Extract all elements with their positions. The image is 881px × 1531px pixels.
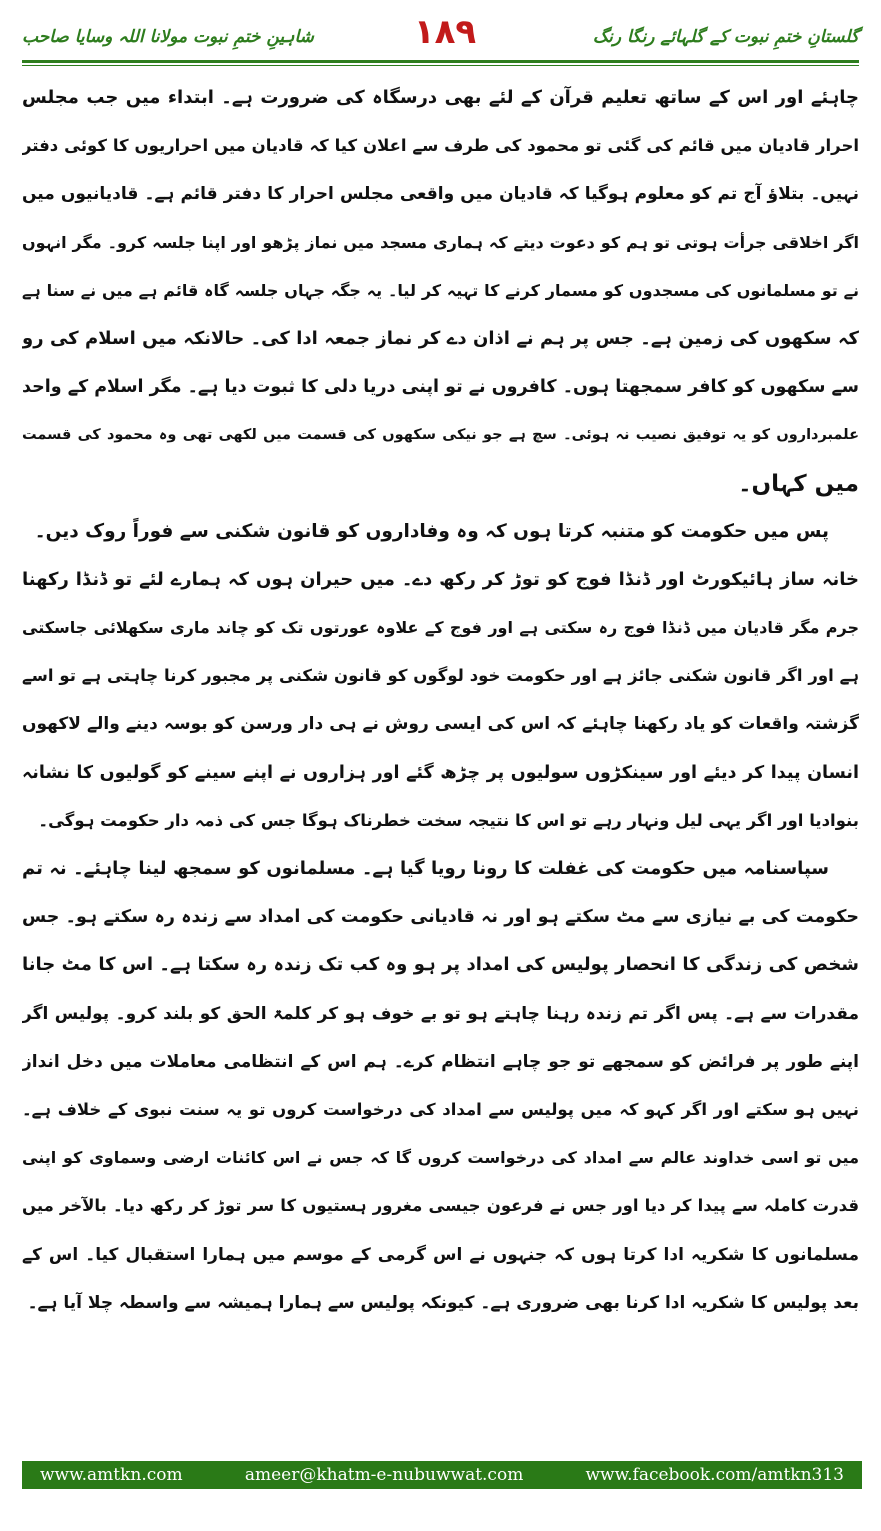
text-line: حکومت کی بے نیازی سے مٹ سکتے ہو اور نہ قادیانی حکومت کی امداد سے زندہ رہ سکتے ہو۔ جس [22,907,859,928]
text-line: سے سکھوں کو کافر سمجھتا ہوں۔ کافروں نے تو اپنی دریا دلی کا ثبوت دیا ہے۔ مگر اسلام کے واحد [22,377,859,398]
text-line: چاہئے اور اس کے ساتھ تعلیم قرآن کے لئے بھی درسگاہ کی ضرورت ہے۔ ابتداء میں جب مجلس [22,87,859,108]
page-number: ۱۸۹ [413,12,477,52]
website-link[interactable]: www.amtkn.com [40,1465,183,1485]
text-line: بعد پولیس کا شکریہ ادا کرنا بھی ضروری ہے۔ کیونکہ پولیس سے ہمارا ہمیشہ سے واسطہ چلا آیا ہے۔ [27,1292,859,1313]
text-line: پس میں حکومت کو متنبہ کرتا ہوں کہ وہ وفاداروں کو قانون شکنی سے فوراً روک دیں۔ [34,520,829,542]
text-line: نے تو مسلمانوں کی مسجدوں کو مسمار کرنے کا تہیہ کر لیا۔ یہ جگہ جہاں جلسہ گاہ قائم ہے میں نے سنا ہے [22,280,859,300]
text-line: قدرت کاملہ سے پیدا کر دیا اور جس نے فرعون جیسی مغرور ہستیوں کا سر توڑ کر رکھ دیا۔ بالآخر میں [22,1196,859,1216]
text-line: ہے اور اگر قانون شکنی جائز ہے اور حکومت خود لوگوں کو قانون شکنی پر مجبور کرنا چاہتی ہے تو اسے [22,666,859,686]
text-line: بنوادیا اور اگر یہی لیل ونہار رہے تو اس کا نتیجہ سخت خطرناک ہوگا جس کی ذمہ دار حکومت ہوگی۔ [38,810,859,830]
text-line: خانہ ساز ہائیکورٹ اور ڈنڈا فوج کو توڑ کر رکھ دے۔ میں حیران ہوں کہ ہمارے لئے تو ڈنڈا رکھنا [22,568,859,590]
email-link[interactable]: ameer@khatm-e-nubuwwat.com [244,1465,524,1485]
text-line: انسان پیدا کر دیئے اور سینکڑوں سولیوں پر چڑھ گئے اور ہزاروں نے اپنے سینے کو گولیوں کا نشانہ [22,762,859,783]
text-line: احرار قادیان میں قائم کی گئی تو محمود کی طرف سے اعلان کیا کہ قادیان میں احراریوں کا کوئی دفتر [22,136,859,156]
text-line: کہ سکھوں کی زمین ہے۔ جس پر ہم نے اذان دے کر نماز جمعہ ادا کی۔ حالانکہ میں اسلام کی رو [22,327,859,349]
header-rule-thick [22,60,859,63]
text-line: نہیں ہو سکتے اور اگر کہو کہ میں پولیس سے امداد کی درخواست کروں تو یہ سنت نبوی کے خلاف ہے۔ [22,1099,859,1119]
author-name: شاہینِ ختمِ نبوت مولانا اللہ وسایا صاحب [22,27,314,47]
text-line: اگر اخلاقی جرأت ہوتی تو ہم کو دعوت دیتے کہ ہماری مسجد میں نماز پڑھو اور اپنا جلسہ کرو۔ مگر انہوں [22,232,859,252]
text-line: شخص کی زندگی کا انحصار پولیس کی امداد پر ہو وہ کب تک زندہ رہ سکتا ہے۔ اس کا مٹ جانا [22,954,859,976]
text-line: میں کہاں۔ [738,470,859,497]
header-rule-thin [22,65,859,66]
page-body [22,74,859,1434]
text-line: جرم مگر قادیان میں ڈنڈا فوج رہ سکتی ہے اور فوج کے علاوہ عورتوں تک کو چاند ماری سکھلائی جاسکتی [22,618,859,638]
text-line: نہیں۔ بتلاؤ آج تم کو معلوم ہوگیا کہ قادیان میں واقعی مجلس احرار کا دفتر قائم ہے۔ قادیانیوں میں [22,184,859,205]
text-line: میں تو اسی خداوند عالم سے امداد کی درخواست کروں گا کہ جس نے اس کائنات ارضی وسماوی کو اپنی [22,1148,859,1168]
text-line: مسلمانوں کا شکریہ ادا کرتا ہوں کہ جنہوں نے اس گرمی کے موسم میں ہمارا استقبال کیا۔ اس کے [22,1244,859,1265]
page-footer [22,1461,862,1489]
page-header [22,8,859,68]
text-line: اپنے طور پر فرائض کو سمجھے تو جو چاہے انتظام کرے۔ ہم اس کے انتظامی معاملات میں دخل انداز [22,1051,859,1072]
text-line: علمبرداروں کو یہ توفیق نصیب نہ ہوئی۔ سچ ہے جو نیکی سکھوں کی قسمت میں لکھی تھی وہ محمود کی قسمت [22,427,859,444]
facebook-link[interactable]: www.facebook.com/amtkn313 [585,1465,844,1485]
text-line: سپاسنامہ میں حکومت کی غفلت کا رونا رویا گیا ہے۔ مسلمانوں کو سمجھ لینا چاہئے۔ نہ تم [22,858,829,879]
text-line: گزشتہ واقعات کو یاد رکھنا چاہئے کہ اس کی ایسی روش نے ہی دار ورسن کو بوسہ دینے والے لاکھوں [22,714,859,735]
text-line: مقدرات سے ہے۔ پس اگر تم زندہ رہنا چاہتے ہو تو بے خوف ہو کر کلمۃ الحق کو بلند کرو۔ پولیس اگر [22,1003,859,1024]
book-title: گلستانِ ختمِ نبوت کے گلہائے رنگا رنگ [592,27,859,47]
